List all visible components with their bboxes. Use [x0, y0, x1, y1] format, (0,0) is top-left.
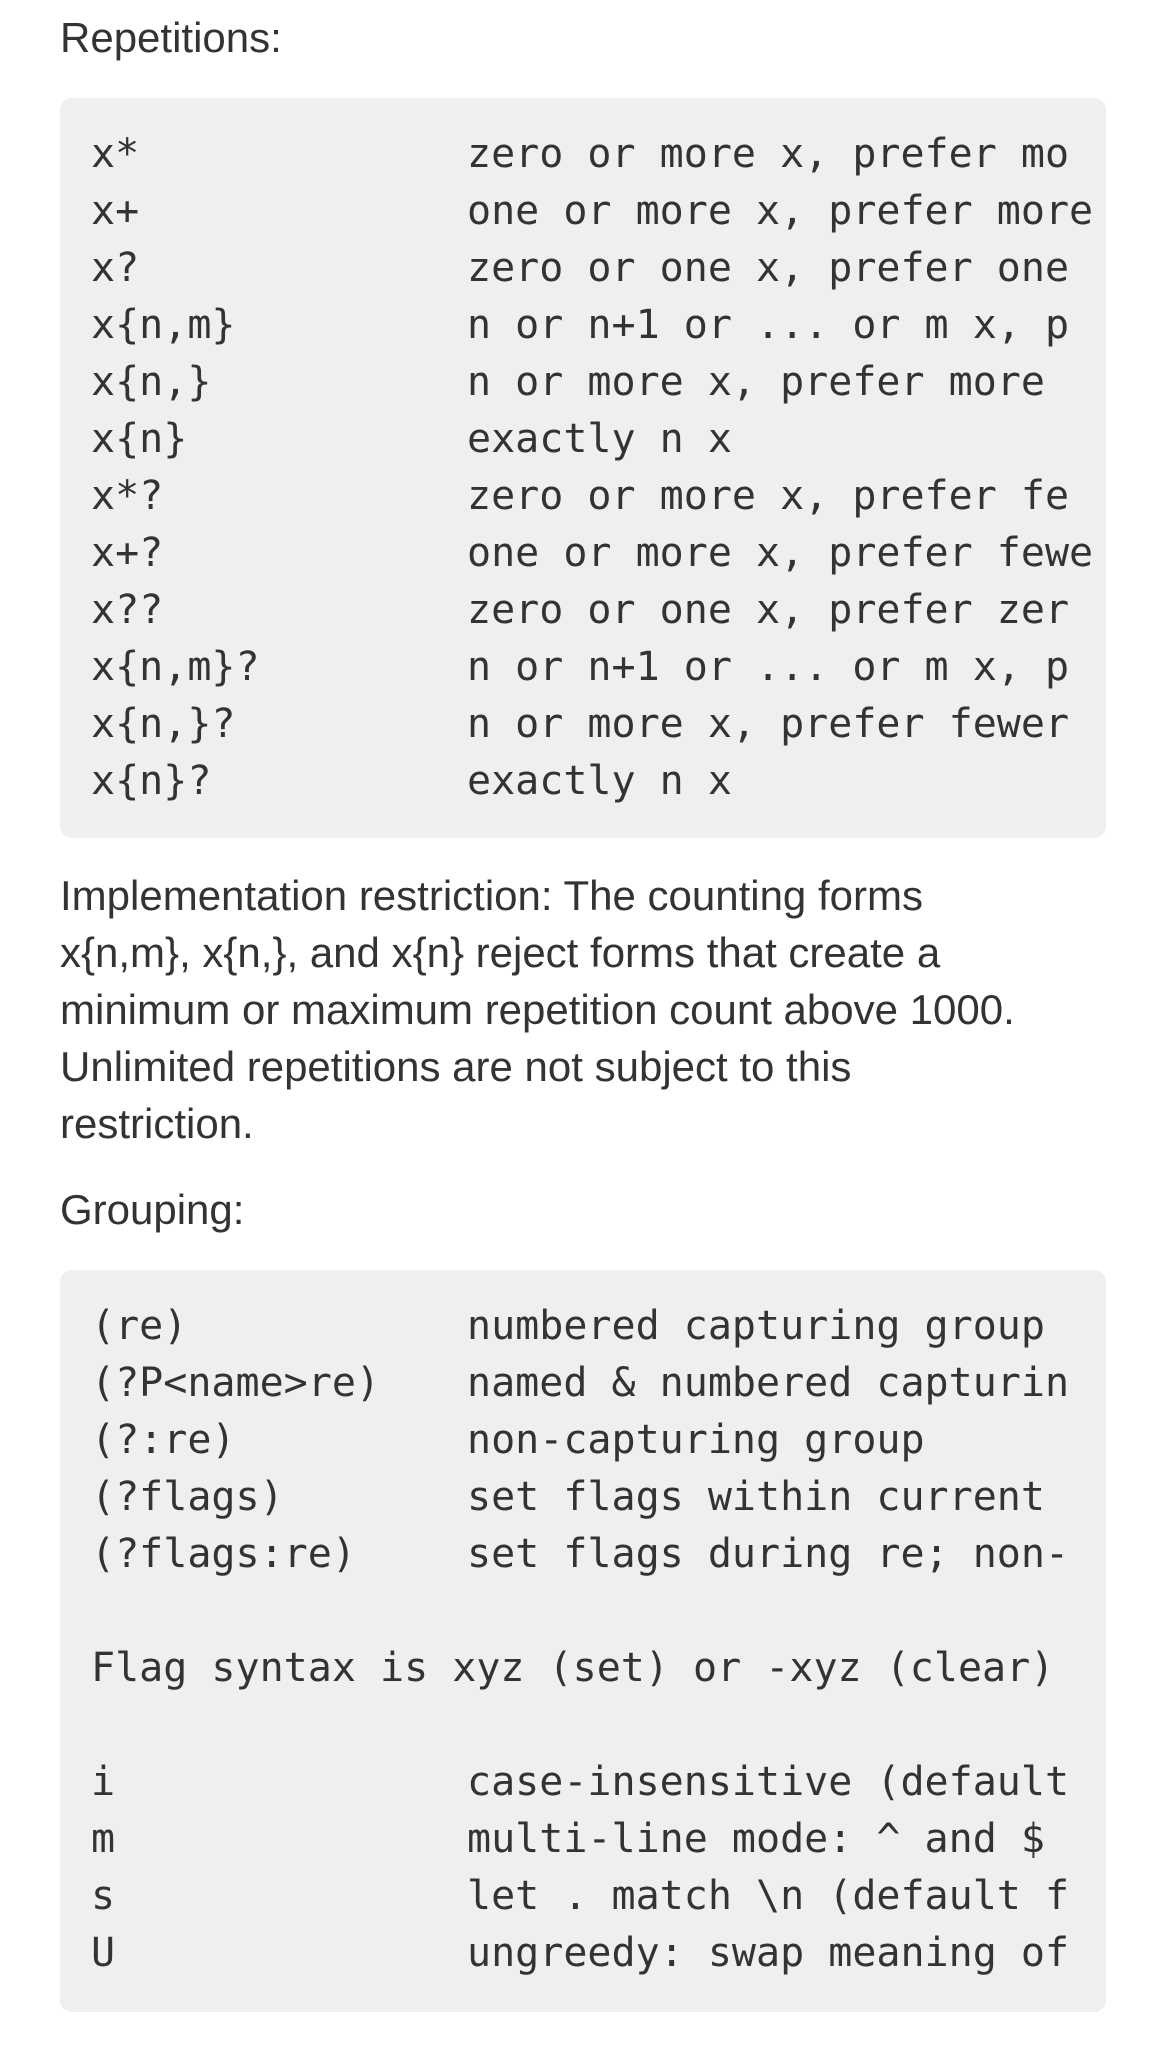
code-description: set flags within current	[467, 1474, 1045, 1520]
code-description: non-capturing group	[467, 1417, 925, 1463]
grouping-code-block	[60, 1270, 1106, 2012]
repetitions-code-block	[60, 98, 1106, 838]
code-row	[91, 1526, 1070, 1583]
code-description: numbered capturing group	[467, 1303, 1045, 1349]
paragraph-line: Unlimited repetitions are not subject to this	[60, 1043, 852, 1090]
flag-letter: m	[91, 1816, 116, 1862]
flag-syntax-line	[91, 1640, 1055, 1697]
code-term: x{n,m}	[91, 302, 236, 348]
code-term: (?P<name>re)	[91, 1360, 380, 1406]
code-term: x{n,}	[91, 359, 212, 405]
code-term: (?flags)	[91, 1474, 284, 1520]
flag-row	[91, 1868, 1070, 1925]
code-row	[91, 753, 732, 810]
code-row	[91, 126, 1070, 183]
code-description: exactly n x	[467, 416, 732, 462]
code-description: zero or more x, prefer fe	[467, 473, 1070, 519]
code-description: set flags during re; non-	[467, 1531, 1070, 1577]
code-row	[91, 639, 1070, 696]
code-description: zero or one x, prefer zer	[467, 587, 1070, 633]
code-term: x{n}	[91, 416, 188, 462]
code-row	[91, 183, 1094, 240]
flag-description: multi-line mode: ^ and $	[467, 1816, 1045, 1862]
code-description: n or more x, prefer more	[467, 359, 1045, 405]
code-row	[91, 525, 1094, 582]
code-row	[91, 696, 1070, 753]
code-row	[91, 240, 1070, 297]
flag-row	[91, 1754, 1070, 1811]
code-description: zero or more x, prefer mo	[467, 131, 1070, 177]
code-term: x*	[91, 131, 140, 177]
grouping-heading: Grouping:	[60, 1186, 245, 1233]
code-row	[91, 1469, 1045, 1526]
flag-description: case-insensitive (default	[467, 1759, 1070, 1805]
flag-letter: U	[91, 1930, 116, 1976]
code-row	[91, 468, 1070, 525]
code-row	[91, 582, 1070, 639]
code-term: x{n,m}?	[91, 644, 260, 690]
code-description: n or n+1 or ... or m x, p	[467, 302, 1070, 348]
code-row	[91, 1412, 925, 1469]
code-term: (?flags:re)	[91, 1531, 356, 1577]
code-term: x+?	[91, 530, 164, 576]
grouping-code-content	[91, 1298, 1070, 1976]
code-row	[91, 297, 1070, 354]
paragraph-line: Implementation restriction: The counting forms	[60, 872, 923, 919]
flag-description: let . match \n (default f	[467, 1873, 1070, 1919]
code-description: named & numbered capturin	[467, 1360, 1070, 1406]
code-term: x{n,}?	[91, 701, 236, 747]
code-term: (re)	[91, 1303, 188, 1349]
code-term: x{n}?	[91, 758, 212, 804]
flag-row	[91, 1925, 1070, 1982]
flag-row	[91, 1811, 1045, 1868]
code-description: exactly n x	[467, 758, 732, 804]
code-description: n or more x, prefer fewer	[467, 701, 1070, 747]
implementation-restriction-paragraph	[60, 867, 1120, 1152]
code-description: one or more x, prefer more	[467, 188, 1094, 234]
flag-syntax-text: Flag syntax is xyz (set) or -xyz (clear)	[91, 1645, 1055, 1691]
code-row	[91, 1298, 1045, 1355]
flag-description: ungreedy: swap meaning of	[467, 1930, 1070, 1976]
paragraph-line: minimum or maximum repetition count above 1000.	[60, 986, 1015, 1033]
code-row	[91, 354, 1045, 411]
code-term: x??	[91, 587, 164, 633]
code-term: x?	[91, 245, 140, 291]
code-row	[91, 411, 732, 468]
code-description: one or more x, prefer fewe	[467, 530, 1094, 576]
code-term: (?:re)	[91, 1417, 236, 1463]
flag-letter: s	[91, 1873, 116, 1919]
repetitions-code-content	[91, 126, 1094, 804]
flag-letter: i	[91, 1759, 116, 1805]
paragraph-line: x{n,m}, x{n,}, and x{n} reject forms that create a	[60, 929, 941, 976]
repetitions-heading: Repetitions:	[60, 14, 282, 61]
code-description: n or n+1 or ... or m x, p	[467, 644, 1070, 690]
paragraph-line: restriction.	[60, 1100, 254, 1147]
code-term: x+	[91, 188, 140, 234]
code-description: zero or one x, prefer one	[467, 245, 1070, 291]
code-term: x*?	[91, 473, 164, 519]
code-row	[91, 1355, 1070, 1412]
